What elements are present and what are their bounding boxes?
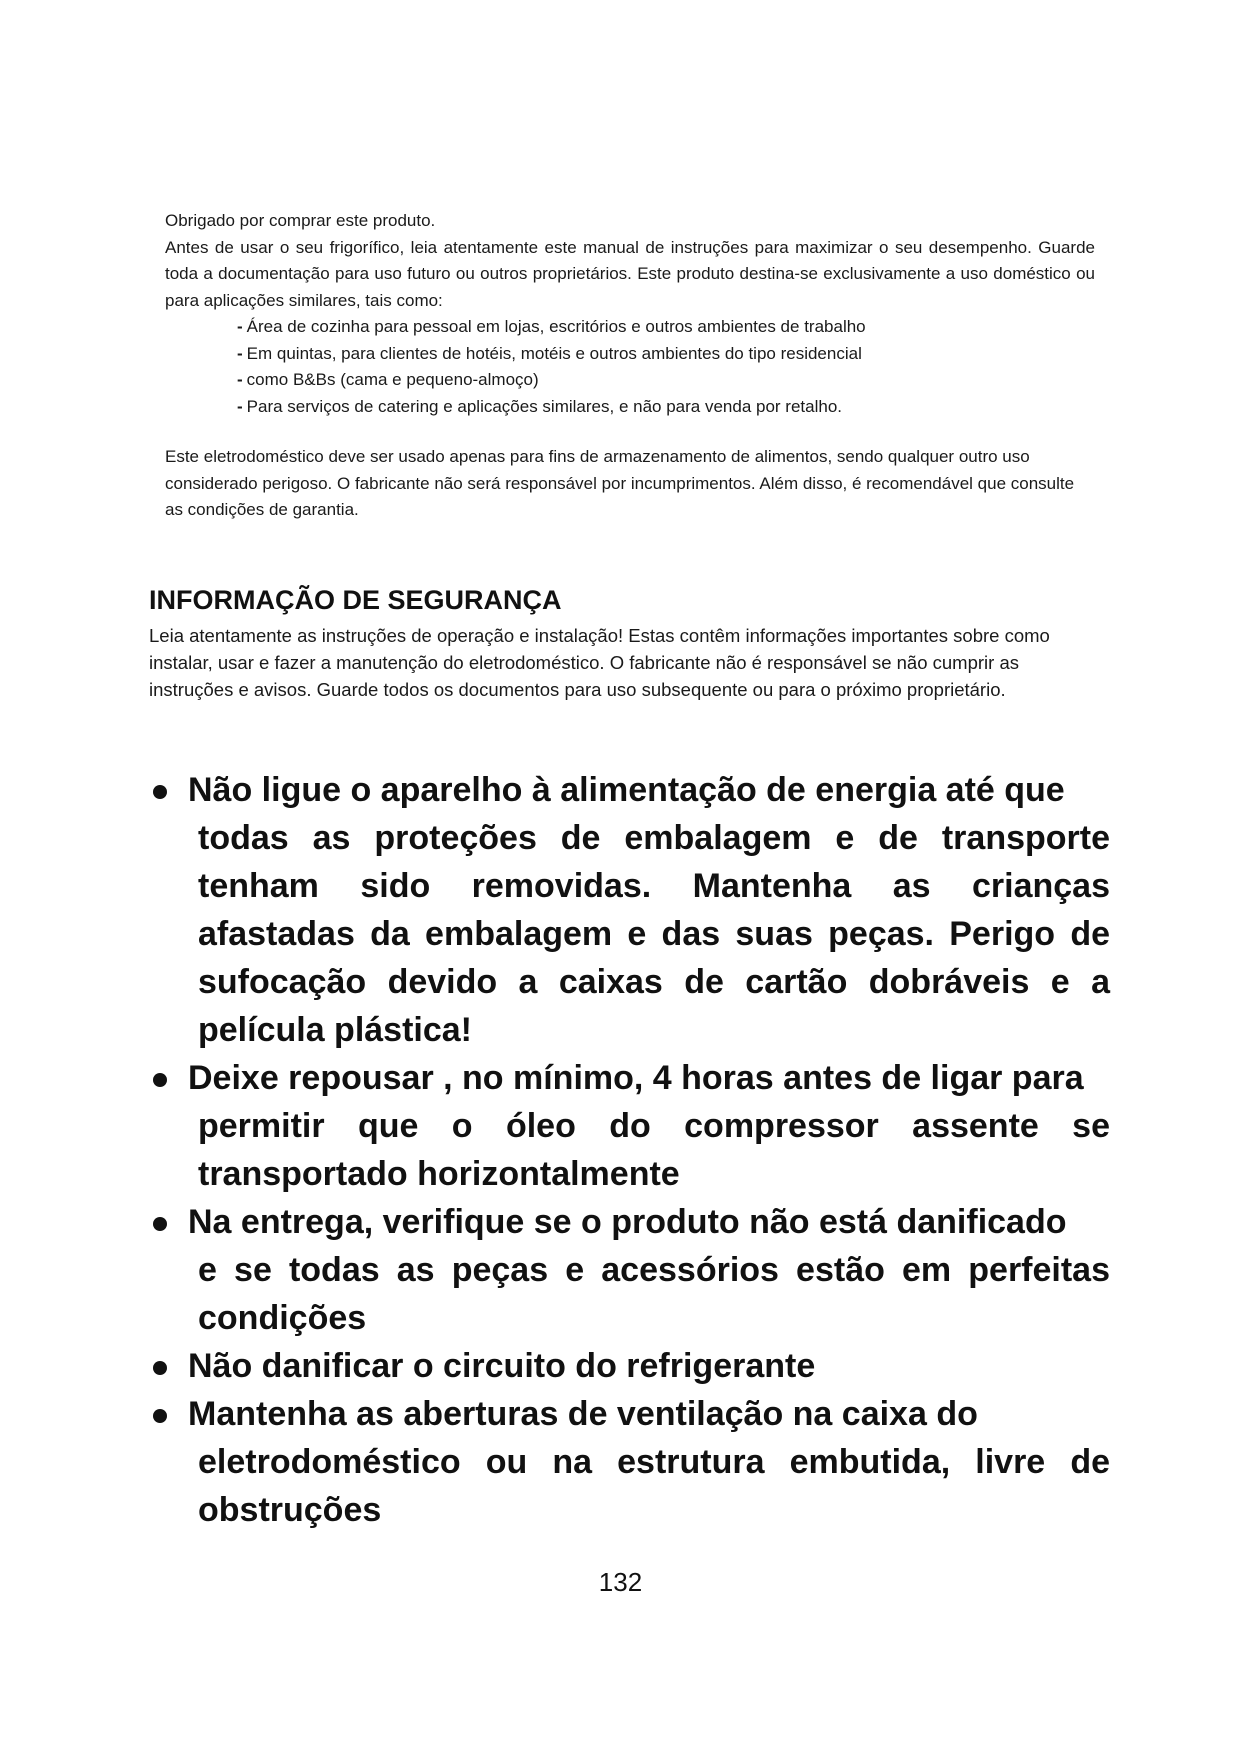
list-item: - Para serviços de catering e aplicações similares, e não para venda por retalho. — [237, 396, 842, 416]
safety-bullet-list — [150, 766, 1110, 1534]
bullet-first-line: Não danificar o circuito do refrigerante — [188, 1347, 816, 1385]
bullet-first-line: Na entrega, verifique se o produto não está danificado — [188, 1203, 1067, 1241]
page-number: 132 — [598, 1567, 643, 1597]
bullet-dot-icon — [153, 785, 167, 799]
list-item: - como B&Bs (cama e pequeno-almoço) — [237, 370, 539, 389]
thanks-line: Obrigado por comprar este produto. — [165, 211, 436, 230]
safety-bullet — [150, 766, 1110, 1054]
bullet-dot-icon — [153, 1361, 167, 1375]
bullet-continuation: eletrodoméstico ou na estrutura embutida, livre de obstruções — [198, 1443, 1110, 1529]
bullet-first-line: Mantenha as aberturas de ventilação na caixa do — [188, 1395, 978, 1433]
safety-bullet — [150, 1198, 1110, 1342]
safety-bullet — [150, 1054, 1110, 1198]
intro-paragraph: Antes de usar o seu frigorífico, leia atentamente este manual de instruções para maximizar o seu desempenho. Guarde toda a documentação para uso futuro ou outros proprietários. Este produto destina-se exclusivamente a uso doméstico ou para aplicações similares, tais como: — [165, 237, 1095, 310]
uses-list — [165, 314, 1095, 420]
bullet-continuation: e se todas as peças e acessórios estão em perfeitas condições — [198, 1251, 1110, 1337]
bullet-first-line: Não ligue o aparelho à alimentação de energia até que — [188, 771, 1065, 809]
intro-section — [165, 208, 1095, 524]
safety-bullet — [150, 1342, 1110, 1390]
safety-heading: INFORMAÇÃO DE SEGURANÇA — [149, 585, 562, 615]
bullet-first-line: Deixe repousar , no mínimo, 4 horas antes de ligar para — [188, 1059, 1084, 1097]
bullet-dot-icon — [153, 1217, 167, 1231]
bullet-continuation: permitir que o óleo do compressor assente se transportado horizontalmente — [198, 1107, 1110, 1193]
list-item: - Área de cozinha para pessoal em lojas, escritórios e outros ambientes de trabalho — [237, 317, 866, 336]
bullet-dot-icon — [153, 1073, 167, 1087]
safety-bullet — [150, 1390, 1110, 1534]
safety-intro-paragraph: Leia atentamente as instruções de operação e instalação! Estas contêm informações importantes sobre como instalar, usar e fazer a manutenção do eletrodoméstico. O fabricante não é responsável se não cumprir as instruções e avisos. Guarde todos os documentos para uso subsequente ou para o próximo proprietário. — [149, 625, 1050, 700]
usage-paragraph: Este eletrodoméstico deve ser usado apenas para fins de armazenamento de alimentos, sendo qualquer outro uso considerado perigoso. O fabricante não será responsável por incumprimentos. Além disso, é recomendável que consulte as condições de garantia. — [165, 447, 1075, 519]
bullet-dot-icon — [153, 1409, 167, 1423]
bullet-continuation: todas as proteções de embalagem e de transporte tenham sido removidas. Mantenha as crianças afastadas da embalagem e das suas peças. Perigo de sufocação devido a caixas de cartão dobráveis e a película plástica! — [198, 819, 1110, 1049]
list-item: - Em quintas, para clientes de hotéis, motéis e outros ambientes do tipo residencial — [237, 343, 862, 363]
